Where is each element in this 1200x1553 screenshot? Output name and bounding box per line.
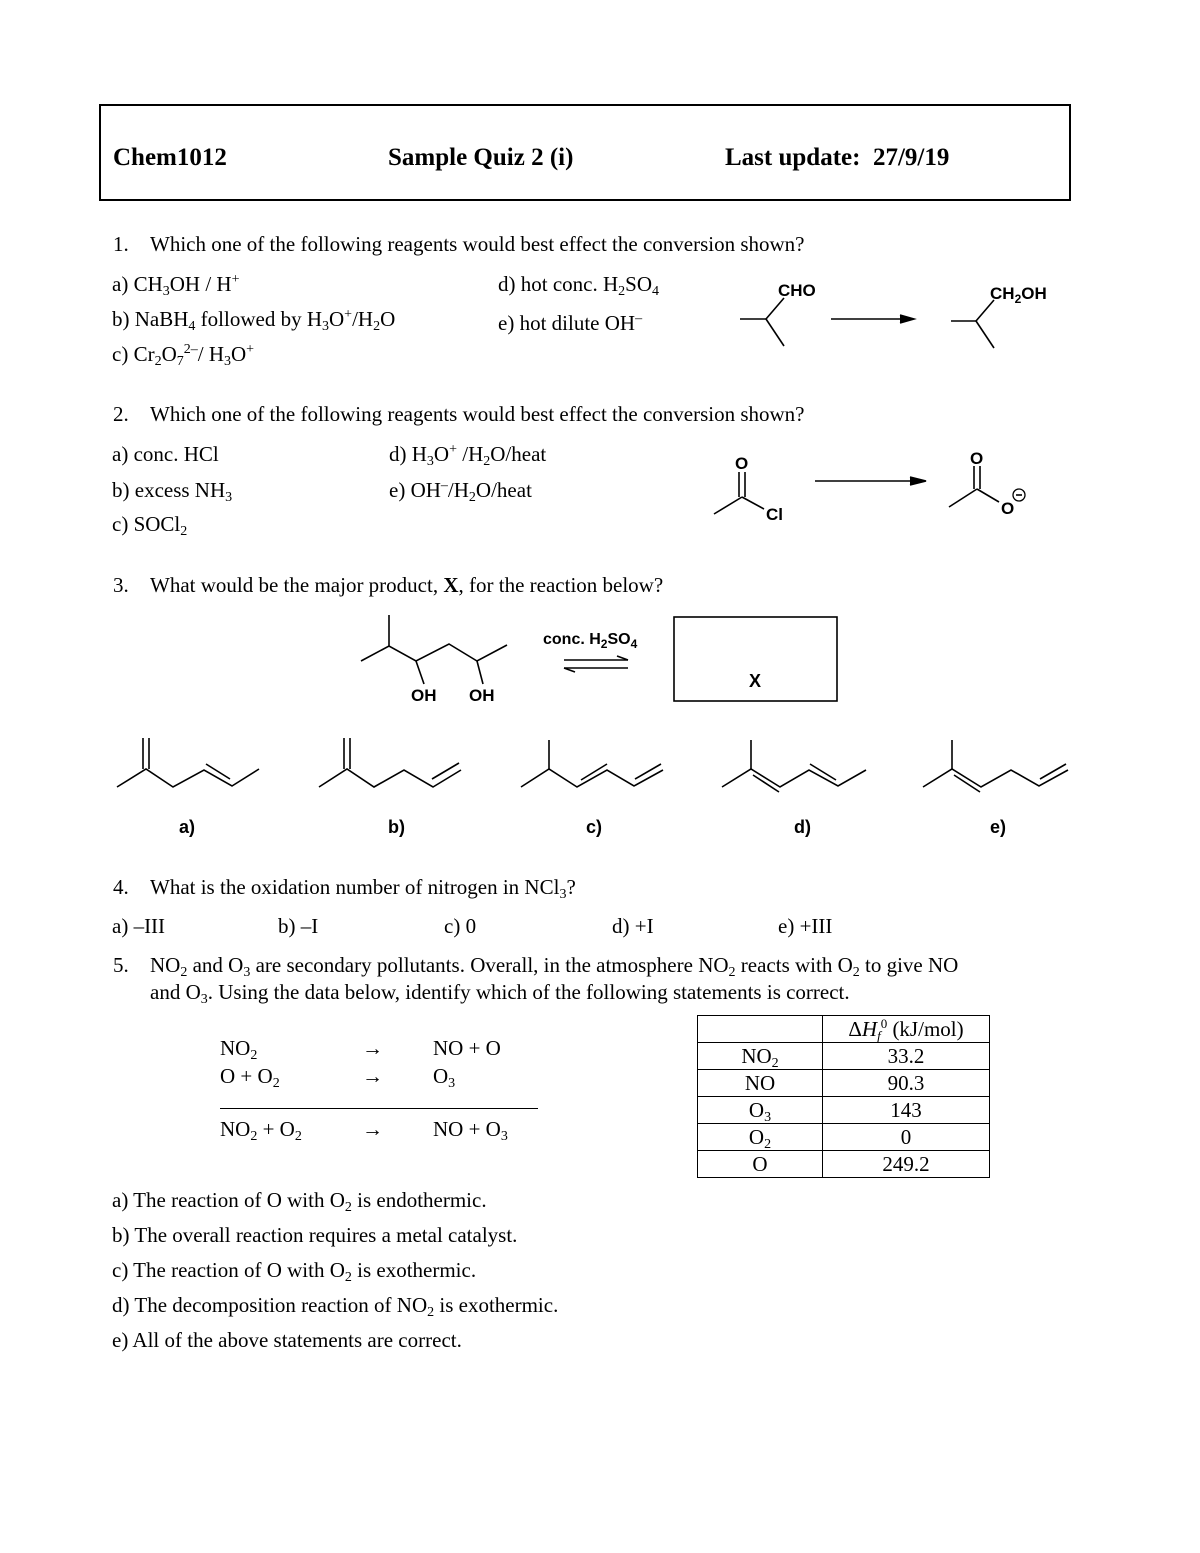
q2-product-o-minus: O xyxy=(1001,499,1015,518)
q5-answer-c: c) The reaction of O with $O_2$ is exothermic. xyxy=(112,1258,477,1285)
q1-option-b: b) NaBH$_4$ followed by $H_3O^+/H_2O$ xyxy=(112,307,396,334)
q1-option-e: e) hot dilute OH– xyxy=(498,311,643,335)
q2-option-d: d) $H_3O^+$ $/H_2O$/heat xyxy=(389,442,547,469)
value-cell: 249.2 xyxy=(823,1151,990,1178)
q4-number: 4. xyxy=(113,875,129,899)
q4-option-e: e) +III xyxy=(778,914,833,938)
equation-sum-rule xyxy=(220,1108,538,1109)
eq3-left: $NO_2 + O_2$ xyxy=(220,1117,302,1144)
q4-option-b: b) –I xyxy=(278,914,319,938)
species-cell: O xyxy=(698,1151,823,1178)
q4-option-c: c) 0 xyxy=(444,914,477,938)
q4-question: What is the oxidation number of nitrogen in NCl$_3$? xyxy=(150,875,576,902)
value-cell: 33.2 xyxy=(823,1043,990,1070)
value-cell: 143 xyxy=(823,1097,990,1124)
q3-product-box-label: X xyxy=(749,671,762,691)
eq2-left: $O + O_2$ xyxy=(220,1064,280,1091)
q1-question: Which one of the following reagents would best effect the conversion shown? xyxy=(150,232,805,256)
q3-question: What would be the major product, X, for the reaction below? xyxy=(150,573,664,597)
quiz-title: Sample Quiz 2 (i) xyxy=(388,144,574,171)
q2-option-c: c) SOCl$_2$ xyxy=(112,512,188,539)
table-row xyxy=(698,1070,990,1097)
q2-option-a: a) conc. HCl xyxy=(112,442,219,466)
q1-option-a: a) $CH_3OH / H^+$ xyxy=(112,272,240,299)
eq3-right: NO + $O_3$ xyxy=(433,1117,508,1144)
q5-answer-a: a) The reaction of O with $O_2$ is endothermic. xyxy=(112,1188,487,1215)
q3-oh-2: OH xyxy=(469,686,495,705)
eq1-left: $NO_2$ xyxy=(220,1036,258,1063)
species-cell: NO xyxy=(698,1070,823,1097)
enthalpy-table xyxy=(697,1015,990,1178)
table-row xyxy=(698,1124,990,1151)
q2-option-b: b) excess $NH_3$ xyxy=(112,478,233,505)
update-label: Last update: 27/9/19 xyxy=(725,144,950,171)
q3-reagent: conc. $H_2SO_4$ xyxy=(543,631,638,651)
q3-option-c-label: c) xyxy=(586,817,603,837)
eq1-right: NO + O xyxy=(433,1036,501,1060)
course-code: Chem1012 xyxy=(113,144,227,171)
q2-question: Which one of the following reagents would best effect the conversion shown? xyxy=(150,402,805,426)
value-cell: 0 xyxy=(823,1124,990,1151)
eq2-right: $O_3$ xyxy=(433,1064,456,1091)
q4-option-a: a) –III xyxy=(112,914,166,938)
table-row xyxy=(698,1097,990,1124)
q5-answer-d: d) The decomposition reaction of $NO_2$ is exothermic. xyxy=(112,1293,559,1320)
table-header-row xyxy=(698,1016,990,1043)
q3-number: 3. xyxy=(113,573,129,597)
q3-option-a-label: a) xyxy=(179,817,196,837)
value-cell: 90.3 xyxy=(823,1070,990,1097)
q5-text-line1: $NO_2$ and $O_3$ are secondary pollutants. Overall, in the atmosphere $NO_2$ reacts with $O_2$ to give NO xyxy=(150,953,959,980)
table-header-cell: $\Delta H_f^0$ (kJ/mol) xyxy=(823,1016,990,1043)
q3-oh-1: OH xyxy=(411,686,437,705)
q2-reactant-cl: Cl xyxy=(766,505,783,524)
eq2-arrow: → xyxy=(362,1064,383,1088)
q5-text-line2: and $O_3$. Using the data below, identify which of the following statements is correct. xyxy=(150,980,850,1007)
species-cell: $O_2$ xyxy=(698,1124,823,1151)
q2-option-e: e) $OH^-/H_2O$/heat xyxy=(389,478,532,505)
q1-reactant-cho: CHO xyxy=(778,281,816,300)
species-cell: $NO_2$ xyxy=(698,1043,823,1070)
q5-answer-e: e) All of the above statements are correct. xyxy=(112,1328,462,1352)
eq3-arrow: → xyxy=(362,1117,383,1141)
species-cell: $O_3$ xyxy=(698,1097,823,1124)
q1-product-ch2oh: $CH_2OH$ xyxy=(990,284,1047,306)
q4-option-d: d) +I xyxy=(612,914,654,938)
q3-option-d-label: d) xyxy=(794,817,811,837)
eq1-arrow: → xyxy=(362,1036,383,1060)
q3-option-b-label: b) xyxy=(388,817,405,837)
q2-number: 2. xyxy=(113,402,129,426)
q2-product-o: O xyxy=(970,449,984,468)
q1-number: 1. xyxy=(113,232,129,256)
q1-option-c: c) $Cr_2O_7^{2-}/$ $H_3O^+$ xyxy=(112,342,255,369)
q1-option-d: d) hot conc. $H_2SO_4$ xyxy=(498,272,660,299)
q3-option-e-label: e) xyxy=(990,817,1007,837)
q5-answer-b: b) The overall reaction requires a metal catalyst. xyxy=(112,1223,518,1247)
q2-reactant-o: O xyxy=(735,454,749,473)
table-row xyxy=(698,1151,990,1178)
table-row xyxy=(698,1043,990,1070)
q5-number: 5. xyxy=(113,953,129,977)
